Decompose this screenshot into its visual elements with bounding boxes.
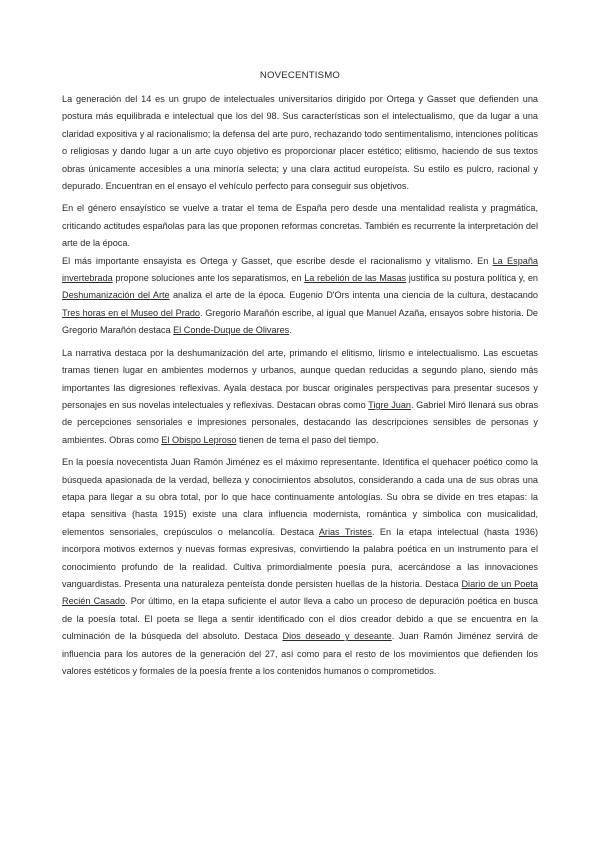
- paragraph-intro: [62, 91, 538, 195]
- paragraph-text: . Por último, en la etapa suficiente el autor lleva a cabo un proceso de depuración poética en busca de la poesía total. El poeta se llega a sentir identificado con el dios creador debido a que se encuentra en la culminación de la búsqueda del absoluto. Destaca: [62, 596, 538, 642]
- work-title: Arias Tristes: [318, 526, 372, 537]
- work-title: El Conde-Duque de Olivares: [173, 325, 290, 336]
- paragraph-essay-theme: [62, 200, 538, 252]
- paragraph-text: . En la etapa intelectual (hasta 1936) incorpora motivos externos y nuevas formas expresivas, convirtiendo la palabra poética en un instrumento para el conocimiento profundo de la realidad. Cultiva primordialmente poesía pura, acercándose a las innovaciones vanguardistas. Presenta una naturaleza penteísta donde persisten huellas de la historia. Destaca: [62, 526, 538, 589]
- paragraph-text: . Juan Ramón Jiménez servirá de influencia para los autores de la generación del 27, así como para el resto de los movimientos que defienden los valores estéticos y formales de la poesía frente a los contenidos humanos o comprometidos.: [62, 631, 538, 676]
- work-title: Tigre Juan: [368, 399, 411, 410]
- paragraph-text: propone soluciones ante los separatismos, en: [112, 273, 305, 284]
- work-title: Diario de un Poeta Recién Casado: [62, 578, 538, 607]
- paragraph-text: En el género ensayístico se vuelve a tratar el tema de España pero desde una mentalidad realista y pragmática, criticando actitudes españolas para las que proponen reformas concretas. También es recurrente la interpretación del arte de la época.: [62, 203, 538, 249]
- work-title: Tres horas en el Museo del Prado: [62, 307, 200, 318]
- work-title: La España invertebrada: [62, 255, 538, 284]
- work-title: Dios deseado y deseante: [282, 631, 392, 642]
- paragraph-text: . Gabriel Miró llenará sus obras de percepciones sensoriales e impresiones personales, destacando las descripciones sensibles de personas y ambientes. Obras como: [62, 399, 539, 445]
- work-title: Deshumanización del Arte: [62, 290, 170, 301]
- paragraph-poetry: [62, 454, 538, 680]
- work-title: El Obispo Leproso: [161, 434, 237, 445]
- paragraph-text: . Gregorio Marañón escribe, al igual que Manuel Azaña, ensayos sobre historia. De Gregorio Marañón destaca: [62, 307, 538, 336]
- paragraph-essayists: [62, 253, 538, 340]
- work-title: La rebelión de las Masas: [304, 273, 407, 284]
- document-title: NOVECENTISMO: [259, 70, 341, 81]
- paragraph-narrative: [62, 345, 538, 449]
- document-page: [62, 70, 538, 685]
- paragraph-text: El más importante ensayista es Ortega y Gasset, que escribe desde el racionalismo y vitalismo. En: [62, 255, 493, 266]
- paragraph-text: La generación del 14 es un grupo de intelectuales universitarios dirigido por Ortega y Gasset que defienden una postura más equilibrada e intelectual que los del 98. Sus características son el intelectualismo, que da lugar a una claridad expositiva y al racionalismo; la defensa del arte puro, rechazando todo sentimentalismo, intenciones políticas o religiosas y dando lugar a un arte cuyo objetivo es proporcionar placer estético; elitismo, haciendo de sus textos obras únicamente accesibles a una minoría selecta; y una clara actitud europeísta. Su estilo es pulcro, racional y depurado. Encuentran en el ensayo el vehículo perfecto para conseguir sus objetivos.: [62, 94, 538, 192]
- paragraph-text: analiza el arte de la época. Eugenio D'Ors intenta una ciencia de la cultura, destacando: [169, 290, 538, 301]
- paragraph-text: .: [289, 325, 292, 336]
- paragraph-text: La narrativa destaca por la deshumanización del arte, primando el elitismo, lirismo e intelectualismo. Las escuetas tramas tienen lugar en ambientes modernos y urbanos, aunque quedan reducidas a segundo plano, siendo más importantes las digresiones reflexivas. Ayala destaca por buscar originales perspectivas para presentar sucesos y personajes en sus novelas intelectuales y reflexivas. Destacan obras como: [62, 347, 538, 410]
- paragraph-text: tienen de tema el paso del tiempo.: [236, 434, 379, 445]
- paragraph-text: En la poesía novecentista Juan Ramón Jiménez es el máximo representante. Identifica el quehacer poético como la búsqueda apasionada de la verdad, belleza y conocimientos absolutos, considerando a cada una de sus obras una etapa para llegar a su obra total, por lo que hace continuamente antologías. Su obra se divide en tres etapas: la etapa sensitiva (hasta 1915) existe una clara influencia modernista, romántica y simbolica con musicalidad, elementos sensoriales, crepúsculos o melancolía. Destaca: [62, 457, 538, 537]
- paragraph-text: justifica su postura política y, en: [406, 273, 538, 284]
